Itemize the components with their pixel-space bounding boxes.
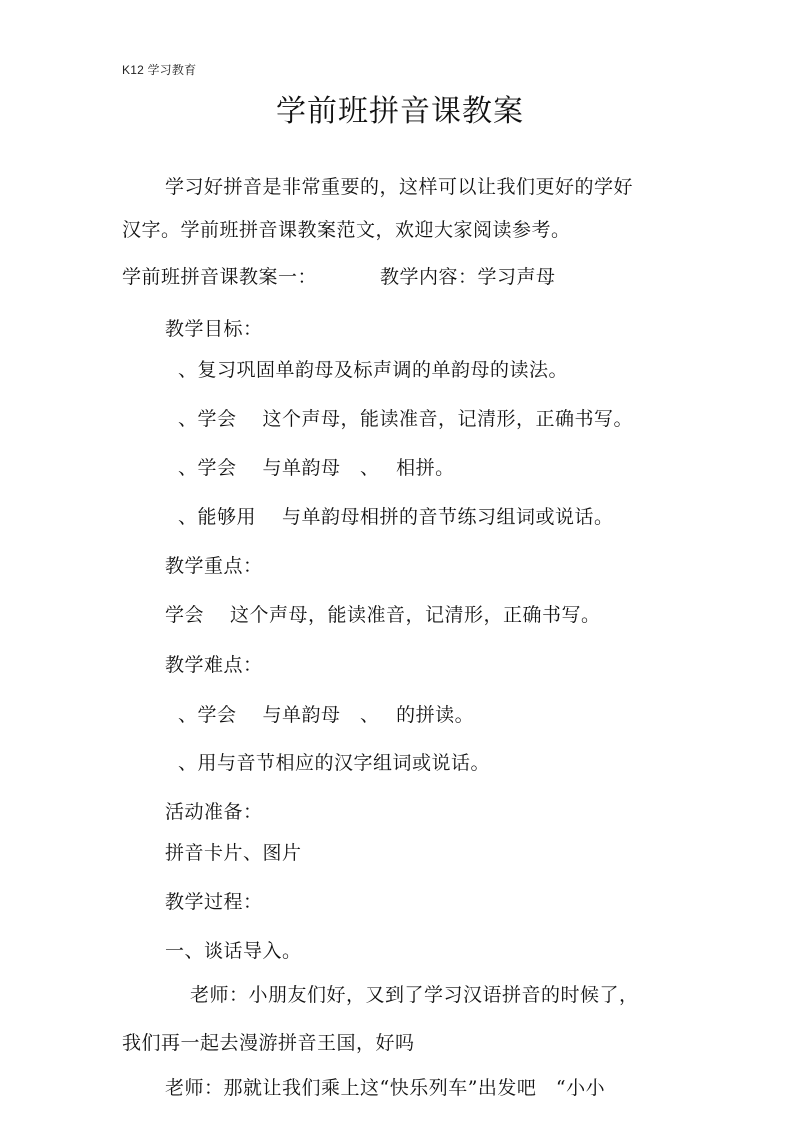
goal-item-4: 、能够用 与单韵母相拼的音节练习组词或说话。 (178, 506, 614, 528)
intro-paragraph-line-2: 汉字。学前班拼音课教案范文，欢迎大家阅读参考。 (122, 219, 571, 241)
page-header: K12 学习教育 (122, 63, 197, 77)
lesson-plan-heading: 学前班拼音课教案一： (122, 266, 318, 288)
difficulty-item-1: 、学会 与单韵母 、 的拼读。 (178, 704, 475, 726)
goal-item-1: 、复习巩固单韵母及标声调的单韵母的读法。 (178, 359, 569, 381)
preparation-heading: 活动准备： (165, 801, 263, 823)
goal-item-3: 、学会 与单韵母 、 相拼。 (178, 457, 455, 479)
teaching-goals-heading: 教学目标： (165, 318, 263, 340)
teaching-content: 教学内容：学习声母 (380, 266, 556, 288)
key-points-text: 学会 这个声母，能读准音，记清形，正确书写。 (165, 604, 601, 626)
document-title: 学前班拼音课教案 (276, 94, 524, 129)
goal-item-2: 、学会 这个声母，能读准音，记清形，正确书写。 (178, 408, 634, 430)
teacher-dialogue-line-2: 我们再一起去漫游拼音王国，好吗 (122, 1032, 415, 1054)
key-points-heading: 教学重点： (165, 555, 263, 577)
preparation-text: 拼音卡片、图片 (165, 842, 302, 864)
process-heading: 教学过程： (165, 891, 263, 913)
teacher-dialogue-line-3: 老师：那就让我们乘上这“快乐列车”出发吧 “小小 (165, 1077, 606, 1099)
intro-paragraph-line-1: 学习好拼音是非常重要的，这样可以让我们更好的学好 (165, 176, 634, 198)
difficulties-heading: 教学难点： (165, 654, 263, 676)
process-step-1: 一、谈话导入。 (165, 940, 302, 962)
difficulty-item-2: 、用与音节相应的汉字组词或说话。 (178, 752, 491, 774)
teacher-dialogue-line-1: 老师：小朋友们好，又到了学习汉语拼音的时候了， (190, 984, 639, 1006)
